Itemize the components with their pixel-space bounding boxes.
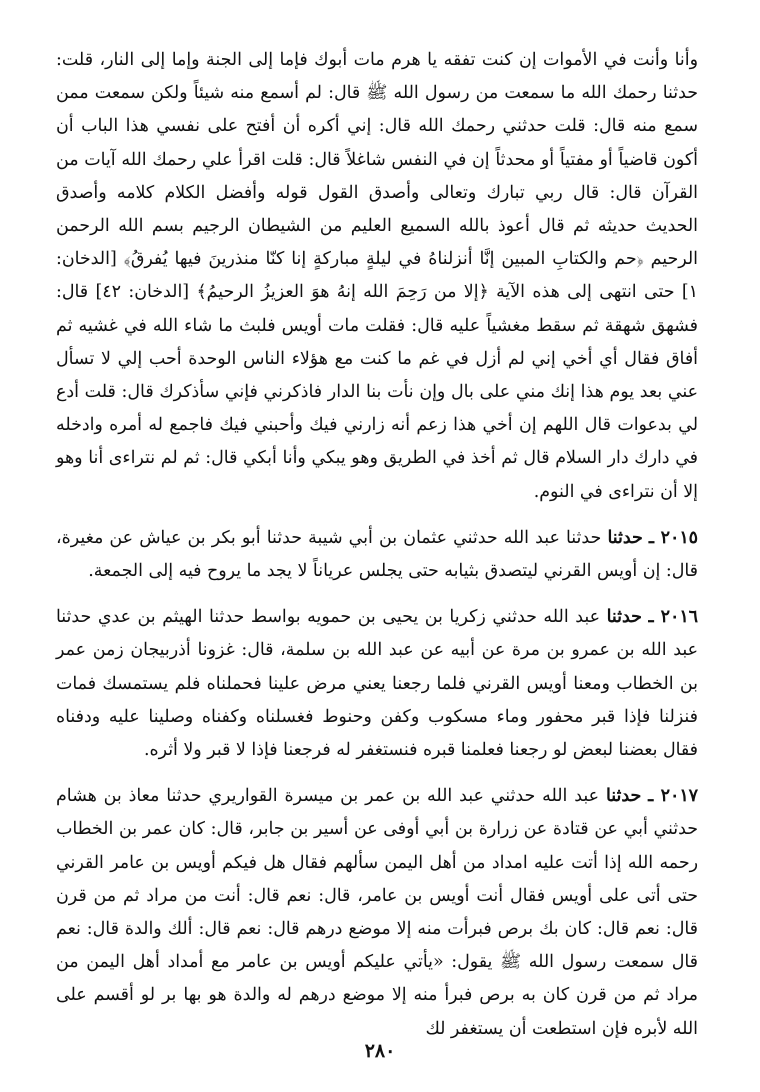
- hadith-2017: [56, 774, 698, 1046]
- hadith-text: حدثنا عبد الله حدثني عثمان بن أبي شيبة حدثنا أبو بكر بن عياش عن مغيرة، قال: إن أويس القرني ليتصدق بثيابه حتى يجلس عرياناً لا يجد ما يروح فيه إلى الجمعة.: [56, 527, 698, 582]
- hadith-number: ٢٠١٥ ـ: [648, 527, 699, 548]
- page-number: ٢٨٠: [364, 1040, 396, 1062]
- hadith-number: ٢٠١٧ ـ: [648, 786, 699, 807]
- hadith-lead: حدثنا: [605, 786, 642, 807]
- hadith-text: عبد الله حدثني عبد الله بن عمر بن ميسرة القواريري حدثنا معاذ بن هشام حدثني أبي عن قتادة عن زرارة بن أبي أوفى عن أسير بن جابر، قال: كان عمر بن الخطاب رحمه الله إذا أتت عليه امداد من أهل اليمن سألهم فقال هل فيكم أويس بن عامر القرني حتى أتى على أويس فقال أنت أويس بن عامر، قال: نعم قال: أنت من مراد ثم من قرن قال: نعم قال: كان بك برص فبرأت منه إلا موضع درهم قال: نعم قال: ألك والدة قال: نعم قال سمعت رسول الله ﷺ يقول: «يأتي عليكم أويس بن عامر مع أمداد أهل اليمن من مراد ثم من قرن كان به برص فبرأ منه إلا موضع درهم له والدة هو بها بر لو أقسم على الله لأبره فإن استطعت أن يستغفر لك: [56, 786, 698, 1039]
- hadith-number: ٢٠١٦ ـ: [648, 607, 699, 628]
- hadith-lead: حدثنا: [607, 527, 643, 548]
- hadith-text: عبد الله حدثني زكريا بن يحيى بن حمويه بواسط حدثنا الهيثم بن عدي حدثنا عبد الله بن عمرو بن مرة عن أبيه عن عبد الله بن سلمة، قال: غزونا أذربيجان زمن عمر بن الخطاب ومعنا أويس القرني فلما رجعنا يعني مرض علينا فحملناه فلم يستمسك فمات فنزلنا فإذا قبر محفور وماء مسكوب وكفن وحنوط فغسلناه وكفناه وصلينا عليه ودفناه فقال بعضنا لبعض لو رجعنا فعلمنا قبره فنستغفر له فرجعنا فإذا لا قبر ولا أثره.: [56, 607, 698, 761]
- hadith-lead: حدثنا: [606, 607, 642, 628]
- paragraph-intro: وأنا وأنت في الأموات إن كنت تفقه يا هرم مات أبوك فإما إلى الجنة وإما إلى النار، قلت: حدثنا رحمك الله ما سمعت من رسول الله ﷺ قال: لم أسمع منه شيئاً ولكن سمعت ممن سمع منه قال: قلت حدثني رحمك الله قال: إني أكره أن أفتح على نفسي هذا الباب أن أكون قاضياً أو مفتياً أو محدثاً إن في النفس شاغلاً قال: قلت اقرأ علي رحمك الله آيات من القرآن قال: قال ربي تبارك وتعالى وأصدق القول قوله وأفضل الكلام كلامه وأصدق الحديث حديثه ثم قال أعوذ بالله السميع العليم من الشيطان الرجيم بسم الله الرحمن الرحيم ﴿حم والكتابِ المبين إنَّا أنزلناهُ في ليلةٍ مباركةٍ إنا كنّا منذرينَ فيها يُفرقُ﴾ [الدخان: ١] حتى انتهى إلى هذه الآية ﴿إلا من رَحِمَ الله إنهُ هوَ العزيزُ الرحيمُ﴾ [الدخان: ٤٢] قال: فشهق شهقة ثم سقط مغشياً عليه قال: فقلت مات أويس فلبث ما شاء الله في غشيه ثم أفاق فقال أي أخي إني لم أزل في غم ما كنت مع هؤلاء الناس الوحدة أحب إلي لا تسأل عني بعد يوم هذا إنك مني على بال وإن نأت بنا الدار فاذكرني فإني سأذكرك قال: قلت أدع لي بدعوات قال اللهم إن أخي هذا زعم أنه زارني فيك وأحبني فيك فاجمع له أمره وادخله في دارك دار السلام قال ثم أخذ في الطريق وهو يبكي وأنا أبكي قال: ثم لم نتراءى أنا وهو إلا أن نتراءى في النوم.: [56, 50, 699, 502]
- document-page: [56, 44, 698, 1092]
- hadith-2016: [56, 595, 698, 767]
- hadith-2015: [56, 516, 698, 588]
